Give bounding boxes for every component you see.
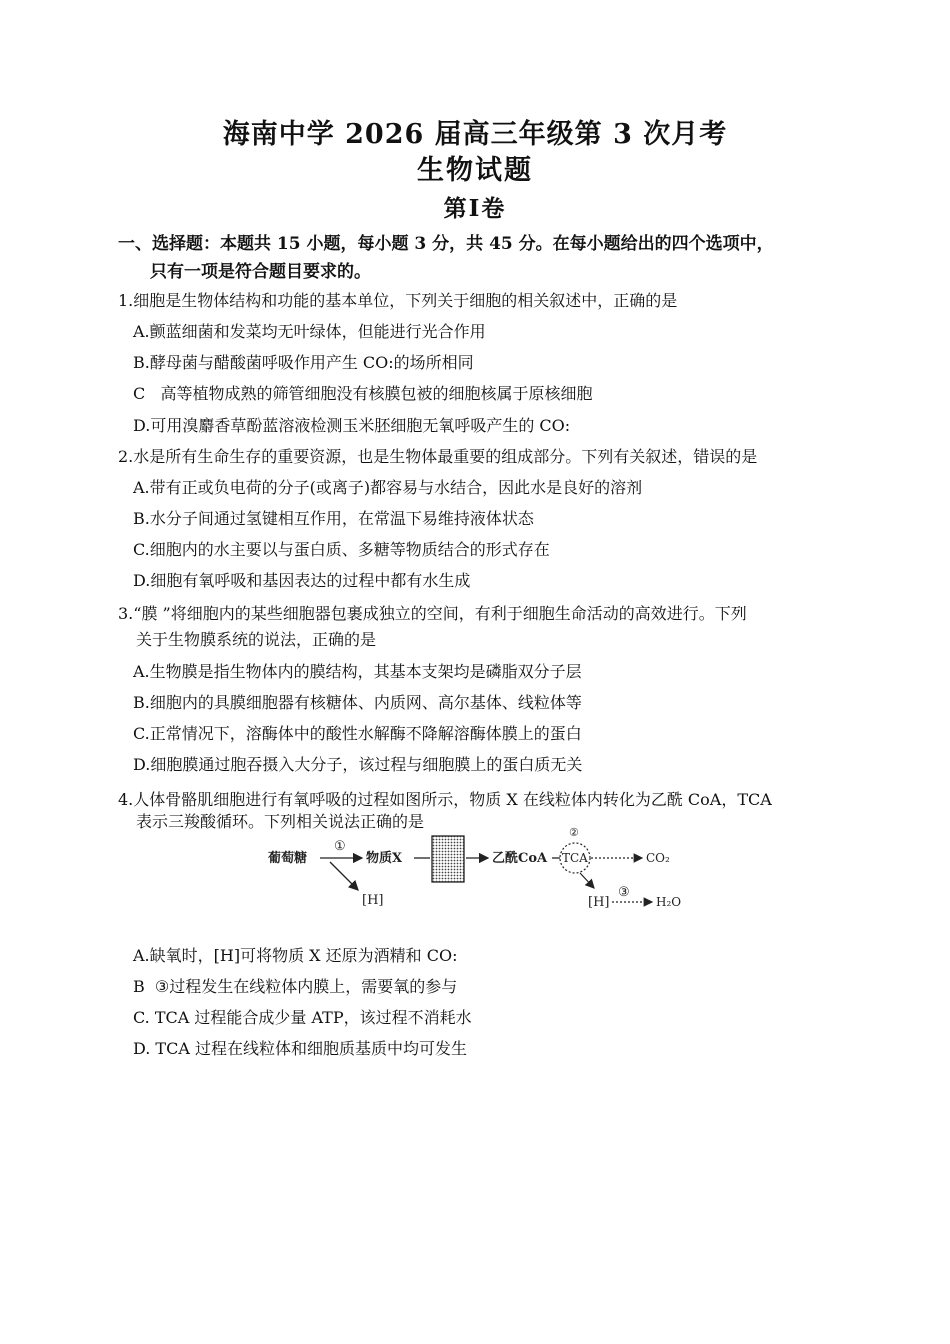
- acetyl-coa-label: 乙酰CoA: [492, 851, 548, 866]
- question-3-option-d: D.细胞膜通过胞吞摄入大分子，该过程与细胞膜上的蛋白质无关: [133, 755, 583, 774]
- arrow-glucose-to-h: [330, 862, 358, 890]
- question-3-stem-line-1: 3.“膜 ”将细胞内的某些细胞器包裹成独立的空间，有利于细胞生命活动的高效进行。下列: [118, 604, 747, 623]
- section-instructions: [118, 230, 848, 286]
- question-4-option-b: B ③过程发生在线粒体内膜上，需要氧的参与: [133, 977, 458, 996]
- volume-title: 第Ⅰ卷: [443, 195, 507, 222]
- question-1-stem: 1.细胞是生物体结构和功能的基本单位，下列关于细胞的相关叙述中，正确的是: [118, 291, 678, 310]
- question-4-option-a: A.缺氧时，[H]可将物质 X 还原为酒精和 CO:: [133, 946, 458, 965]
- question-2-option-c: C.细胞内的水主要以与蛋白质、多糖等物质结合的形式存在: [133, 540, 550, 559]
- step-3-label: ③: [618, 885, 630, 900]
- question-3-stem-line-2: 关于生物膜系统的说法，正确的是: [136, 630, 377, 649]
- h-label-1: [H]: [362, 893, 384, 908]
- question-1-option-b: B.酵母菌与醋酸菌呼吸作用产生 CO:的场所相同: [133, 353, 474, 372]
- question-4-option-d: D. TCA 过程在线粒体和细胞质基质中均可发生: [133, 1039, 467, 1058]
- question-4-stem-line-1: 4.人体骨骼肌细胞进行有氧呼吸的过程如图所示，物质 X 在线粒体内转化为乙酰 CoA，TCA: [118, 790, 772, 809]
- question-1-option-d: D.可用溴麝香草酚蓝溶液检测玉米胚细胞无氧呼吸产生的 CO:: [133, 416, 571, 435]
- arrow-tca-to-h: [580, 873, 594, 888]
- mitochondrial-membrane-box: [432, 836, 464, 882]
- question-2-option-b: B.水分子间通过氢键相互作用，在常温下易维持液体状态: [133, 509, 534, 528]
- question-2-option-a: A.带有正或负电荷的分子(或离子)都容易与水结合，因此水是良好的溶剂: [133, 478, 643, 497]
- question-1-option-c: C 高等植物成熟的筛管细胞没有核膜包被的细胞核属于原核细胞: [133, 384, 593, 403]
- question-3-option-c: C.正常情况下，溶酶体中的酸性水解酶不降解溶酶体膜上的蛋白: [133, 724, 582, 743]
- section-line-2: 只有一项是符合题目要求的。: [150, 262, 371, 282]
- subject-title: 生物试题: [417, 155, 533, 186]
- exam-title: 海南中学 2026 届高三年级第 3 次月考: [222, 119, 728, 150]
- glucose-label: 葡萄糖: [268, 851, 308, 866]
- co2-label: CO₂: [646, 851, 670, 865]
- question-3-option-a: A.生物膜是指生物体内的膜结构，其基本支架均是磷脂双分子层: [133, 662, 582, 681]
- step-1-label: ①: [334, 839, 346, 854]
- h-label-2: [H]: [588, 895, 610, 910]
- question-2-stem: 2.水是所有生命生存的重要资源，也是生物体最重要的组成部分。下列有关叙述，错误的是: [118, 447, 758, 466]
- question-2-option-d: D.细胞有氧呼吸和基因表达的过程中都有水生成: [133, 571, 471, 590]
- question-1-option-a: A.颤蓝细菌和发菜均无叶绿体，但能进行光合作用: [133, 322, 486, 341]
- question-4-stem-line-2: 表示三羧酸循环。下列相关说法正确的是: [136, 812, 425, 831]
- water-label: H₂O: [656, 895, 682, 909]
- tca-label: TCA: [562, 851, 588, 865]
- question-4-option-c: C. TCA 过程能合成少量 ATP，该过程不消耗水: [133, 1008, 472, 1027]
- respiration-diagram: [258, 826, 698, 918]
- section-line-1: 一、选择题：本题共 15 小题，每小题 3 分，共 45 分。在每小题给出的四个选项中，: [118, 234, 774, 254]
- substance-x-label: 物质X: [366, 851, 403, 866]
- question-3-option-b: B.细胞内的具膜细胞器有核糖体、内质网、高尔基体、线粒体等: [133, 693, 582, 712]
- step-2-label: ②: [569, 826, 579, 839]
